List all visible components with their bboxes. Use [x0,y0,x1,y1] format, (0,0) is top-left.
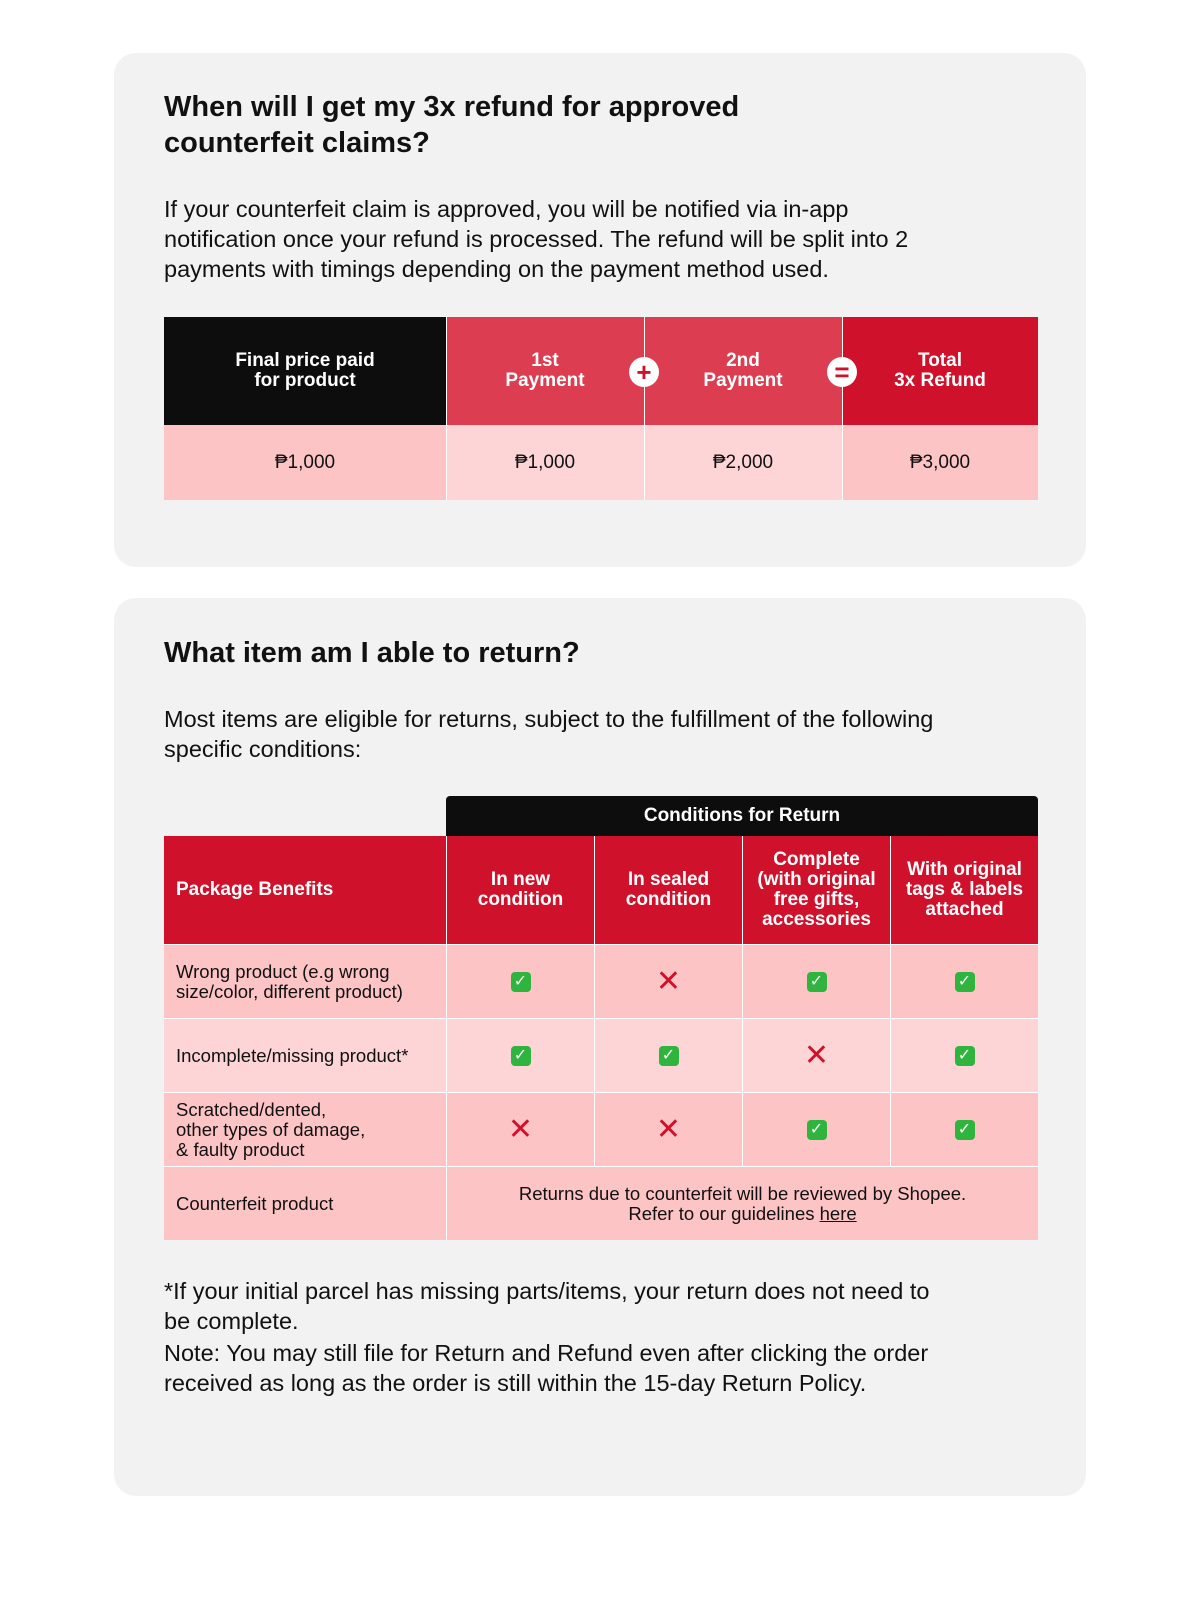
cross-icon: ✕ [803,1038,830,1072]
refund-timing-card [114,53,1086,567]
column-divider [644,317,645,500]
paragraph-line: If your counterfeit claim is approved, you will be notified via in-app [164,196,849,222]
return-section-paragraph [164,704,1044,764]
condition-cell [594,1092,742,1166]
value-second-payment: ₱2,000 [644,425,842,500]
refund-table [164,317,1038,500]
row-label [164,1092,446,1166]
refund-section-paragraph [164,194,1044,284]
header-sealed-condition: In sealed condition [594,836,742,944]
row-label-line: Wrong product (e.g wrong [176,960,390,982]
return-eligibility-card [114,598,1086,1496]
column-divider [842,317,843,500]
return-policy-note [164,1338,1044,1398]
paragraph-line: specific conditions: [164,736,362,762]
title-line: When will I get my 3x refund for approved [164,91,740,123]
cross-icon: ✕ [655,964,682,998]
header-second-payment: 2nd Payment [644,317,842,425]
header-final-price: Final price paid for product [164,317,446,425]
header-original-tags: With original tags & labels attached [890,836,1038,944]
condition-cell [742,944,890,1018]
cross-icon: ✕ [655,1112,682,1146]
header-package-benefits: Package Benefits [164,836,446,944]
refund-section-title [164,89,739,161]
header-total-refund: Total 3x Refund [842,317,1038,425]
counterfeit-note [446,1166,1038,1240]
check-icon: ✓ [955,972,975,992]
paragraph-line: payments with timings depending on the payment method used. [164,256,829,282]
counterfeit-note-line: Refer to our guidelines [628,1202,820,1224]
condition-cell [446,944,594,1018]
check-icon: ✓ [955,1120,975,1140]
row-label [164,944,446,1018]
value-first-payment: ₱1,000 [446,425,644,500]
condition-cell [446,1092,594,1166]
row-label-line: Incomplete/missing product* [176,1044,409,1066]
row-label-counterfeit: Counterfeit product [164,1166,446,1240]
note-line: Note: You may still file for Return and Refund even after clicking the order [164,1340,929,1366]
footnote-line: be complete. [164,1308,299,1334]
paragraph-line: Most items are eligible for returns, subject to the fulfillment of the following [164,706,934,732]
check-icon: ✓ [659,1046,679,1066]
column-divider [446,317,447,500]
header-new-condition: In new condition [446,836,594,944]
check-icon: ✓ [511,972,531,992]
return-section-title: What item am I able to return? [164,637,580,669]
check-icon: ✓ [807,972,827,992]
value-final-price: ₱1,000 [164,425,446,500]
paragraph-line: notification once your refund is processed. The refund will be split into 2 [164,226,909,252]
conditions-group-header: Conditions for Return [446,796,1038,836]
header-first-payment: 1st Payment [446,317,644,425]
plus-icon: + [629,357,659,387]
title-line: counterfeit claims? [164,127,430,159]
header-complete-accessories: Complete (with original free gifts, accessories [742,836,890,944]
condition-cell [742,1092,890,1166]
equals-icon: = [827,357,857,387]
row-label-line: & faulty product [176,1138,305,1160]
missing-parts-footnote [164,1276,1044,1336]
row-label-line: other types of damage, [176,1118,366,1140]
condition-cell [890,1092,1038,1166]
condition-cell [890,944,1038,1018]
condition-cell [742,1018,890,1092]
condition-cell [594,944,742,1018]
footnote-line: *If your initial parcel has missing parts/items, your return does not need to [164,1278,930,1304]
row-label-line: size/color, different product) [176,980,403,1002]
guidelines-link[interactable]: here [819,1202,857,1224]
return-conditions-table [164,796,1038,1240]
condition-cell [446,1018,594,1092]
row-label-line: Scratched/dented, [176,1098,327,1120]
counterfeit-note-line: Returns due to counterfeit will be reviewed by Shopee. [518,1182,967,1204]
row-label [164,1018,446,1092]
condition-cell [890,1018,1038,1092]
check-icon: ✓ [511,1046,531,1066]
cross-icon: ✕ [507,1112,534,1146]
value-total-refund: ₱3,000 [842,425,1038,500]
check-icon: ✓ [955,1046,975,1066]
condition-cell [594,1018,742,1092]
check-icon: ✓ [807,1120,827,1140]
note-line: received as long as the order is still within the 15-day Return Policy. [164,1370,867,1396]
